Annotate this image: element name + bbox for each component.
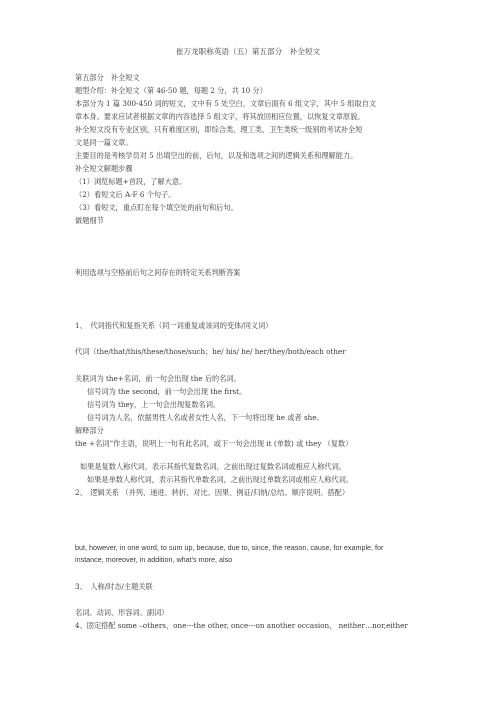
numbered-heading: 1、 代词指代和复指关系（同一词重复或该词的变体/同义词） (75, 321, 273, 330)
paragraph-line: 关联词为 the+名词，前一句会出现 the 后的名词。 (75, 374, 241, 383)
paragraph-line: 补全短文解题步骤 (75, 164, 133, 173)
pronoun-list: 代词（the/that/this/these/those/such；he/ his/ he/ her/they/both/each other (75, 347, 346, 356)
paragraph-line: 信号词为 the second，前一句会出现 the first。 (87, 387, 247, 396)
connector-list: but, however, in one word, to sum up, because, due to, since, the reason, cause, for example, for (75, 543, 384, 552)
numbered-heading: 4、固定搭配 some –others，one---the other, once---on another occasion， neither…nor,either (75, 621, 408, 630)
paragraph-line: 如果是单数人称代词，表示其指代单数名词，之前出现过单数名词或相应人称代词。 (87, 475, 353, 484)
paragraph-line: 文是同一篇文章。 (75, 138, 133, 147)
question-type-line: 题型介绍：补全短文（第 46-50 题，每题 2 分，共 10 分） (75, 86, 267, 95)
paragraph-line: 本部分为 1 篇 300-450 词的短文，文中有 5 处空白，文章后面有 6 组文字，其中 5 组取自文 (75, 99, 377, 108)
paragraph-line: 如果是复数人称代词，表示其指代复数名词，之前出现过复数名词或相应人称代词。 (80, 462, 346, 471)
paragraph-line: 解释部分 (75, 426, 104, 435)
numbered-heading: 2、 逻辑关系 （并列、递进、转折、对比、因果、例证/归纳/总结、顺序说明、搭配） (75, 488, 350, 497)
paragraph-line: 章本身。要求应试者根据文章的内容选择 5 组文字，将其放回相应位置，以恢复文章原貌。 (75, 112, 365, 121)
connector-list: instance, moreover, in addition, what's more, also (75, 555, 233, 564)
numbered-heading: 3、 人称/时态/主题关联 (75, 582, 153, 591)
step-item: （3）看短文，重点盯在每个填空处的前句和后句。 (75, 203, 238, 212)
paragraph-line: 信号词为人名，依据男性人名或者女性人名，下一句将出现 he 或者 she。 (87, 413, 324, 422)
steps-heading: （2）看短文后 A-F 6 个句子。 (75, 190, 176, 199)
paragraph-line: （1）浏览标题+首段，了解大意。 (75, 177, 187, 186)
step-item: 做题细节 (75, 216, 104, 225)
page-title: 崔万龙职称英语（五）第五部分 补全短文 (175, 47, 321, 56)
section-heading: 第五部分 补全短文 (75, 73, 140, 82)
paragraph-line: 名词、动词、形容词、副词） (75, 608, 169, 617)
paragraph-line: 利用选项与空格前后句之间存在的特定关系判断答案 (75, 268, 241, 277)
paragraph-line: 补全短文没有专业区别，只有难度区别，即综合类、理工类、卫生类统一级别的考试补全短 (75, 125, 363, 134)
paragraph-line: 信号词为 they，上一句会出现复数名词。 (87, 400, 221, 409)
paragraph-line: 主要目的是考核学员对 5 出填空出的前，后句，以及和选项之间的逻辑关系和理解能力。 (75, 151, 358, 160)
paragraph-line: the +名词”作主语，说明上一句有此名词，或下一句会出现 it (单数) 或 they （复数） (75, 439, 353, 448)
